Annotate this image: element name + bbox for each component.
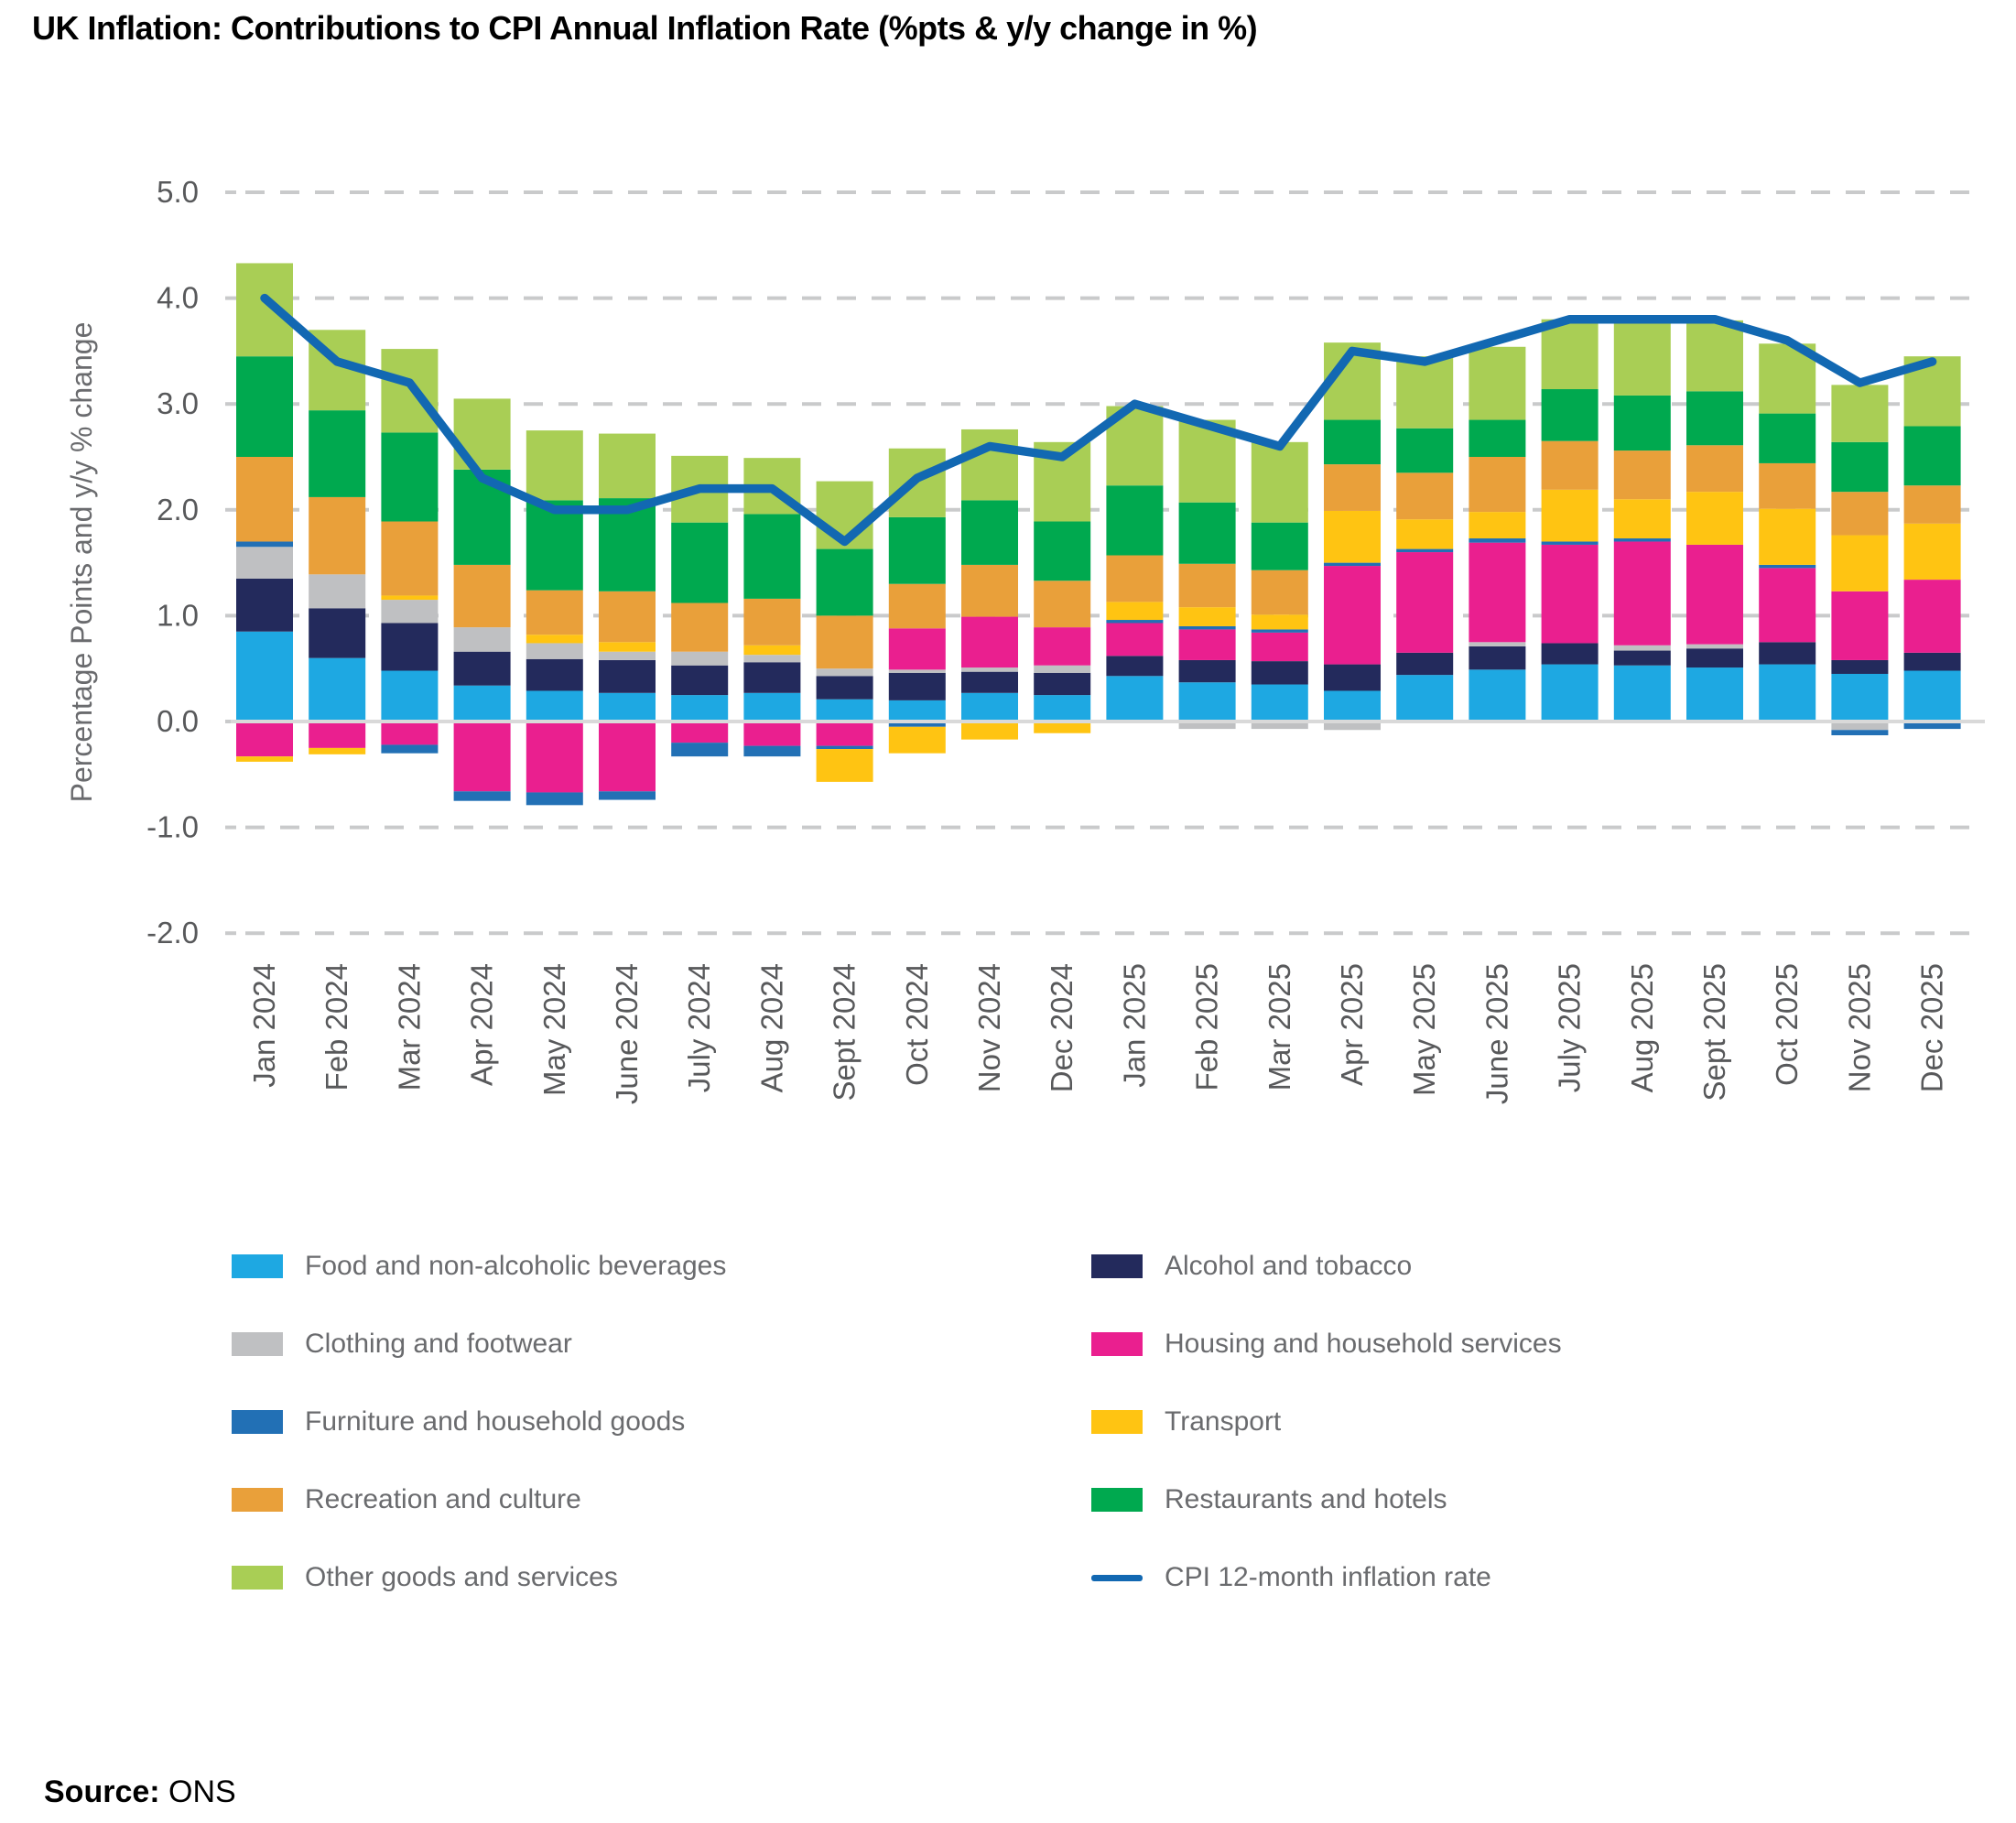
- y-tick-label: 5.0: [157, 175, 199, 209]
- bar-segment: [671, 722, 728, 743]
- bar-segment: [1542, 490, 1599, 542]
- bar-segment: [1759, 463, 1815, 509]
- x-tick-label: June 2024: [610, 963, 644, 1105]
- bar-segment: [381, 432, 438, 521]
- bar-segment: [817, 746, 873, 749]
- bar-segment: [743, 722, 800, 746]
- bar-May-2024: [526, 430, 583, 805]
- source-note: [44, 1774, 236, 1810]
- bar-segment: [817, 615, 873, 668]
- bar-segment: [743, 662, 800, 693]
- bar-segment: [1686, 545, 1743, 645]
- bar-segment: [1904, 671, 1961, 722]
- bar-Feb-2024: [309, 330, 365, 754]
- bar-segment: [454, 652, 511, 686]
- bar-segment: [236, 547, 293, 579]
- bar-segment: [1252, 629, 1308, 632]
- bar-segment: [599, 660, 656, 693]
- y-tick-label: 2.0: [157, 492, 199, 526]
- bar-segment: [1252, 685, 1308, 722]
- bar-segment: [1179, 503, 1236, 564]
- x-tick-label: Sept 2024: [827, 963, 862, 1101]
- bar-segment: [1324, 566, 1381, 665]
- bar-segment: [1759, 568, 1815, 642]
- bar-segment: [671, 743, 728, 756]
- bar-May-2025: [1396, 356, 1453, 722]
- x-tick-label: Nov 2024: [972, 963, 1006, 1093]
- x-tick-label: Apr 2024: [464, 963, 499, 1086]
- y-axis-labels: [146, 175, 199, 949]
- legend-column-left: [232, 1251, 727, 1592]
- bar-segment: [1469, 347, 1525, 420]
- bar-segment: [961, 722, 1018, 740]
- x-tick-label: Oct 2024: [899, 963, 934, 1086]
- bar-segment: [889, 584, 946, 629]
- bar-segment: [889, 727, 946, 754]
- bar-segment: [1034, 695, 1090, 722]
- bar-segment: [889, 700, 946, 722]
- bar-segment: [526, 690, 583, 722]
- bar-segment: [1542, 545, 1599, 644]
- bar-segment: [961, 565, 1018, 617]
- bar-segment: [1904, 485, 1961, 524]
- bar-segment: [1106, 602, 1163, 620]
- legend-label: CPI 12-month inflation rate: [1165, 1562, 1491, 1592]
- x-tick-label: Feb 2025: [1189, 963, 1224, 1091]
- bar-segment: [454, 627, 511, 652]
- x-tick-label: July 2024: [682, 963, 717, 1093]
- source-label: Source:: [44, 1774, 160, 1809]
- bar-segment: [1686, 391, 1743, 445]
- bar-segment: [309, 574, 365, 608]
- x-tick-label: Apr 2025: [1335, 963, 1369, 1086]
- bar-segment: [961, 693, 1018, 722]
- bar-segment: [1252, 570, 1308, 615]
- bar-segment: [961, 667, 1018, 672]
- bar-segment: [599, 591, 656, 642]
- bar-segment: [1252, 661, 1308, 684]
- bar-segment: [671, 523, 728, 603]
- x-tick-label: Oct 2025: [1770, 963, 1805, 1086]
- bar-segment: [961, 429, 1018, 500]
- bar-segment: [1759, 414, 1815, 463]
- bar-segment: [1106, 656, 1163, 676]
- bar-segment: [1324, 563, 1381, 566]
- bar-segment: [599, 791, 656, 799]
- bar-segment: [1252, 442, 1308, 523]
- legend-color-swatch: [1091, 1410, 1143, 1434]
- legend-item-food-and-non-alcoholic-beverages: [232, 1251, 727, 1281]
- bar-segment: [1614, 538, 1671, 541]
- x-tick-label: Sept 2025: [1697, 963, 1731, 1101]
- legend-item-transport: [1091, 1406, 1562, 1437]
- bar-segment: [526, 430, 583, 500]
- bar-segment: [1034, 666, 1090, 673]
- bar-segment: [236, 756, 293, 762]
- legend-color-swatch: [1091, 1254, 1143, 1278]
- bar-segment: [1396, 356, 1453, 429]
- x-tick-label: June 2025: [1479, 963, 1514, 1105]
- bar-segment: [743, 646, 800, 655]
- bar-segment: [1469, 669, 1525, 722]
- bar-segment: [599, 434, 656, 499]
- legend-label: Furniture and household goods: [305, 1406, 686, 1437]
- bar-segment: [961, 500, 1018, 565]
- bar-segment: [1686, 667, 1743, 722]
- legend-label: Recreation and culture: [305, 1484, 581, 1514]
- bar-segment: [599, 642, 656, 651]
- bar-segment: [1542, 643, 1599, 664]
- bar-segment: [1542, 541, 1599, 544]
- x-tick-label: Dec 2025: [1914, 963, 1949, 1093]
- bar-segment: [526, 659, 583, 691]
- bar-segment: [1106, 556, 1163, 602]
- bar-segment: [1904, 580, 1961, 653]
- legend-item-housing-and-household-services: [1091, 1329, 1562, 1359]
- bar-segment: [526, 635, 583, 643]
- bar-segment: [743, 599, 800, 646]
- bar-segment: [1542, 389, 1599, 441]
- y-tick-label: 4.0: [157, 280, 199, 315]
- legend-color-swatch: [232, 1488, 283, 1512]
- bar-segment: [599, 693, 656, 722]
- cpi-line: [265, 298, 1933, 542]
- legend-item-alcohol-and-tobacco: [1091, 1251, 1562, 1281]
- legend-color-swatch: [232, 1254, 283, 1278]
- bar-segment: [1034, 627, 1090, 666]
- bar-segment: [1759, 642, 1815, 664]
- bar-segment: [1542, 320, 1599, 389]
- bar-segment: [381, 349, 438, 432]
- bar-Nov-2024: [961, 429, 1018, 740]
- bar-Nov-2025: [1831, 385, 1888, 735]
- bar-segment: [381, 623, 438, 670]
- x-tick-label: Mar 2024: [392, 963, 427, 1091]
- legend-column-right: [1091, 1251, 1562, 1592]
- y-tick-label: 3.0: [157, 386, 199, 421]
- x-tick-label: Nov 2025: [1842, 963, 1877, 1093]
- bar-segment: [1904, 653, 1961, 671]
- bar-segment: [1106, 676, 1163, 722]
- bar-segment: [1106, 485, 1163, 555]
- bar-segment: [454, 686, 511, 722]
- bar-Jan-2025: [1106, 407, 1163, 722]
- bar-segment: [743, 514, 800, 598]
- bar-segment: [1324, 464, 1381, 511]
- legend-item-cpi-12-month-inflation-rate: [1091, 1562, 1562, 1592]
- bar-segment: [1469, 642, 1525, 646]
- bar-segment: [1614, 541, 1671, 645]
- bar-segment: [309, 497, 365, 574]
- bar-segment: [1469, 420, 1525, 457]
- bar-June-2025: [1469, 347, 1525, 722]
- bar-segment: [817, 749, 873, 782]
- legend-color-swatch: [1091, 1488, 1143, 1512]
- y-tick-label: -1.0: [146, 809, 199, 844]
- bar-segment: [1614, 666, 1671, 722]
- bar-segment: [961, 672, 1018, 693]
- bar-segment: [381, 744, 438, 753]
- bar-Apr-2025: [1324, 342, 1381, 730]
- bar-segment: [309, 410, 365, 497]
- bar-segment: [236, 541, 293, 547]
- bar-segment: [454, 565, 511, 627]
- bar-July-2024: [671, 456, 728, 756]
- bar-segment: [817, 700, 873, 722]
- bar-segment: [671, 603, 728, 652]
- bar-segment: [1831, 385, 1888, 441]
- bar-segment: [743, 746, 800, 757]
- bar-segment: [1324, 665, 1381, 691]
- x-tick-label: Jan 2025: [1117, 963, 1152, 1088]
- bar-segment: [1614, 646, 1671, 651]
- bar-segment: [1034, 673, 1090, 695]
- bar-segment: [1831, 730, 1888, 735]
- bar-segment: [817, 722, 873, 746]
- bar-segment: [1469, 457, 1525, 512]
- bar-segment: [236, 457, 293, 541]
- bar-segment: [1686, 648, 1743, 667]
- legend-item-other-goods-and-services: [232, 1562, 726, 1592]
- bar-segment: [1179, 626, 1236, 629]
- legend-label: Other goods and services: [305, 1562, 618, 1592]
- bar-segment: [1106, 620, 1163, 623]
- bar-segment: [1686, 320, 1743, 391]
- bar-segment: [381, 600, 438, 623]
- bar-segment: [381, 522, 438, 596]
- bar-segment: [1759, 565, 1815, 568]
- bar-segment: [236, 356, 293, 457]
- bar-segment: [1831, 536, 1888, 591]
- bar-segment: [1179, 607, 1236, 626]
- bar-segment: [1034, 581, 1090, 627]
- bar-segment: [1831, 674, 1888, 722]
- bar-segment: [889, 517, 946, 584]
- bar-segment: [1252, 614, 1308, 629]
- x-tick-label: Aug 2025: [1624, 963, 1659, 1093]
- x-tick-label: Feb 2024: [320, 963, 354, 1091]
- bar-segment: [1831, 492, 1888, 535]
- bar-segment: [526, 792, 583, 805]
- legend-label: Housing and household services: [1165, 1329, 1562, 1359]
- legend-color-swatch: [232, 1566, 283, 1590]
- x-tick-label: Jan 2024: [247, 963, 281, 1088]
- bar-segment: [1179, 629, 1236, 660]
- bar-segment: [1179, 660, 1236, 682]
- bar-segment: [381, 722, 438, 744]
- bar-segment: [381, 595, 438, 600]
- bar-segment: [1252, 633, 1308, 661]
- bar-segment: [1831, 442, 1888, 492]
- legend-label: Transport: [1165, 1406, 1282, 1437]
- x-tick-label: May 2024: [537, 963, 571, 1096]
- bar-segment: [1469, 512, 1525, 538]
- bar-segment: [1106, 623, 1163, 656]
- bar-segment: [309, 608, 365, 657]
- bar-segment: [1542, 441, 1599, 490]
- legend-item-furniture-and-household-goods: [232, 1406, 726, 1437]
- bar-segment: [1614, 396, 1671, 450]
- legend-label: Clothing and footwear: [305, 1329, 572, 1359]
- bar-segment: [1686, 445, 1743, 492]
- x-tick-label: Mar 2025: [1262, 963, 1296, 1091]
- x-tick-label: Aug 2024: [754, 963, 789, 1093]
- legend-item-clothing-and-footwear: [232, 1329, 726, 1359]
- bar-segment: [1469, 543, 1525, 643]
- bar-segment: [599, 722, 656, 791]
- bar-segment: [1831, 660, 1888, 674]
- bar-segment: [743, 655, 800, 662]
- bar-segment: [743, 693, 800, 722]
- bar-segment: [1542, 665, 1599, 722]
- bar-segment: [1614, 651, 1671, 666]
- bar-segment: [236, 632, 293, 722]
- bar-segment: [526, 722, 583, 792]
- bar-segment: [1396, 472, 1453, 519]
- bar-segment: [1324, 690, 1381, 722]
- bar-segment: [817, 668, 873, 676]
- bar-segment: [1686, 492, 1743, 545]
- bar-segment: [526, 643, 583, 658]
- bar-July-2025: [1542, 320, 1599, 722]
- bar-segment: [889, 673, 946, 700]
- bar-segment: [1324, 511, 1381, 563]
- bar-Feb-2025: [1179, 420, 1236, 730]
- bar-segment: [817, 549, 873, 616]
- bar-segment: [1469, 646, 1525, 669]
- bar-segment: [889, 628, 946, 669]
- legend-label: Food and non-alcoholic beverages: [305, 1251, 727, 1281]
- x-tick-label: Dec 2024: [1045, 963, 1079, 1093]
- bar-June-2024: [599, 434, 656, 800]
- bar-segment: [599, 652, 656, 660]
- bar-Dec-2024: [1034, 442, 1090, 733]
- legend-item-recreation-and-culture: [232, 1484, 726, 1514]
- bar-segment: [381, 671, 438, 722]
- legend-label: Restaurants and hotels: [1165, 1484, 1447, 1514]
- bar-Aug-2025: [1614, 323, 1671, 722]
- bar-segment: [671, 666, 728, 695]
- bar-segment: [1614, 450, 1671, 499]
- bar-segment: [1904, 524, 1961, 580]
- legend-line-swatch: [1091, 1575, 1143, 1581]
- bar-segment: [1686, 645, 1743, 649]
- chart-title: UK Inflation: Contributions to CPI Annual Inflation Rate (%pts & y/y change in %): [32, 9, 1258, 47]
- bar-segment: [309, 722, 365, 748]
- bar-segment: [309, 658, 365, 722]
- bar-segment: [1759, 509, 1815, 565]
- bar-segment: [1614, 323, 1671, 396]
- bar-Sept-2025: [1686, 320, 1743, 722]
- bar-segment: [454, 722, 511, 791]
- bar-segment: [671, 652, 728, 666]
- bar-segment: [1396, 429, 1453, 473]
- bar-segment: [1179, 682, 1236, 722]
- bar-segment: [1904, 426, 1961, 485]
- y-tick-label: 1.0: [157, 598, 199, 633]
- bar-segment: [817, 676, 873, 699]
- bar-segment: [1396, 552, 1453, 653]
- bar-segment: [1469, 538, 1525, 543]
- bar-Dec-2025: [1904, 356, 1961, 729]
- bar-segment: [1396, 653, 1453, 675]
- bar-segment: [309, 748, 365, 754]
- bar-Mar-2025: [1252, 442, 1308, 729]
- y-tick-label: -2.0: [146, 916, 199, 950]
- bar-segment: [236, 579, 293, 632]
- bar-segment: [1034, 522, 1090, 581]
- bar-segment: [1396, 519, 1453, 548]
- legend-color-swatch: [1091, 1332, 1143, 1356]
- bar-segment: [1324, 420, 1381, 465]
- bar-segment: [1396, 549, 1453, 552]
- y-tick-label: 0.0: [157, 704, 199, 738]
- bar-segment: [1614, 499, 1671, 538]
- bar-segment: [1396, 675, 1453, 722]
- bar-segment: [1759, 665, 1815, 722]
- bar-segment: [1179, 564, 1236, 607]
- legend-item-restaurants-and-hotels: [1091, 1484, 1562, 1514]
- bar-segment: [1831, 591, 1888, 660]
- bar-segment: [526, 591, 583, 635]
- bar-segment: [961, 617, 1018, 667]
- y-axis-title: Percentage Points and y/y % change: [65, 321, 98, 803]
- bar-segment: [1252, 523, 1308, 570]
- legend-label: Alcohol and tobacco: [1165, 1251, 1413, 1281]
- bar-Oct-2025: [1759, 343, 1815, 722]
- x-tick-label: July 2025: [1552, 963, 1587, 1093]
- legend-color-swatch: [232, 1410, 283, 1434]
- legend-color-swatch: [232, 1332, 283, 1356]
- bar-segment: [454, 791, 511, 800]
- bar-segment: [671, 695, 728, 722]
- x-tick-label: May 2025: [1407, 963, 1442, 1096]
- bar-segment: [236, 722, 293, 756]
- source-value: ONS: [168, 1774, 236, 1809]
- bar-segment: [889, 669, 946, 672]
- bars: [236, 263, 1961, 805]
- x-axis-labels: [247, 963, 1949, 1104]
- bar-Jan-2024: [236, 263, 293, 761]
